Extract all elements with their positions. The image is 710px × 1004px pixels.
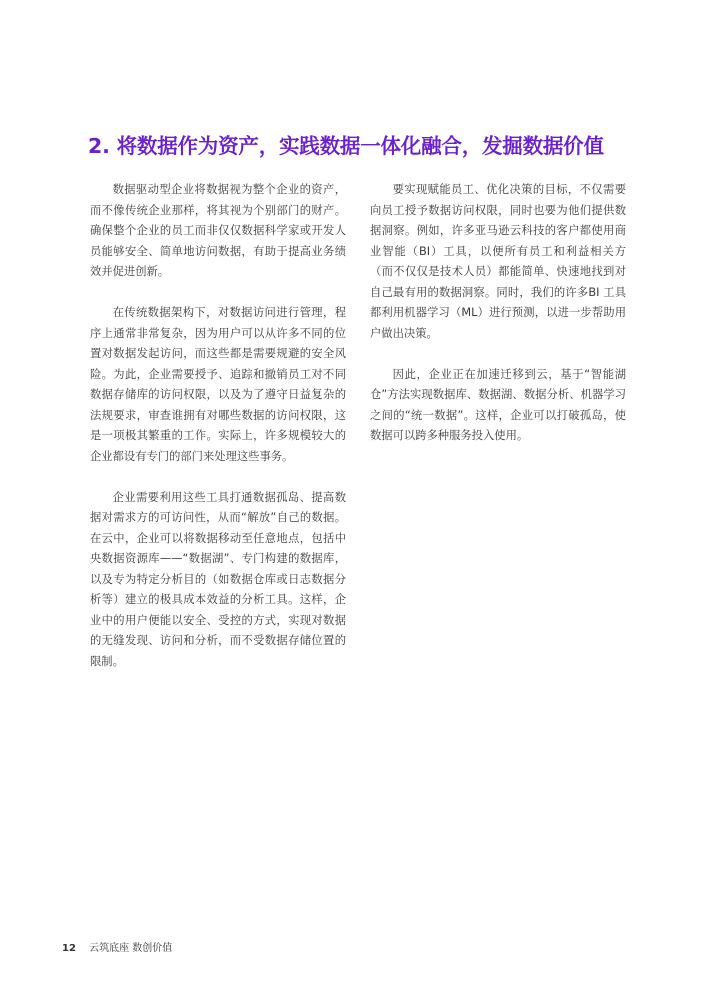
paragraph-data-driven-assets: 数据驱动型企业将数据视为整个企业的资产，而不像传统企业那样，将其视为个别部门的财产。确保整个企业的员工而非仅仅数据科学家或开发人员能够安全、简单地访问数据，有助于提高业务绩效并促进创新。 [90,183,346,278]
paragraph-empower-employees: 要实现赋能员工、优化决策的目标，不仅需要向员工授予数据访问权限，同时也要为他们提供数据洞察。例如，许多亚马逊云科技的客户都使用商业智能（BI）工具，以便所有员工和利益相关方（而不仅仅是技术人员）都能简单、快速地找到对自己最有用的数据洞察。同时，我们的许多BI 工具都利用机器学习（ML）进行预测，以进一步帮助用户做出决策。 [370,183,626,340]
page-footer [62,942,172,956]
footer-title: 云筑底座 数创价值 [89,943,173,954]
paragraph-smart-lakehouse: 因此，企业正在加速迁移到云，基于“智能湖仓”方法实现数据库、数据湖、数据分析、机器学习之间的“统一数据”。这样，企业可以打破孤岛，使数据可以跨多种服务投入使用。 [370,367,626,442]
left-column [90,180,346,693]
paragraph-traditional-architecture: 在传统数据架构下，对数据访问进行管理，程序上通常非常复杂，因为用户可以从许多不同的位置对数据发起访问，而这些都是需要规避的安全风险。为此，企业需要授予、追踪和撤销员工对不同数据存储库的访问权限，以及为了遵守日益复杂的法规要求，审查谁拥有对哪些数据的访问权限，这是一项极其繁重的工作。实际上，许多规模较大的企业都设有专门的部门来处理这些事务。 [90,306,346,463]
page-number: 12 [62,943,76,954]
section-heading: 2. 将数据作为资产，实践数据一体化融合，发掘数据价值 [88,134,604,158]
right-column [370,180,626,467]
paragraph-free-data-cloud: 企业需要利用这些工具打通数据孤岛、提高数据对需求方的可访问性，从而“解放”自己的数据。在云中，企业可以将数据移动至任意地点，包括中央数据资源库——“数据湖”、专门构建的数据库，以及专为特定分析目的（如数据仓库或日志数据分析等）建立的极具成本效益的分析工具。这样，企业中的用户便能以安全、受控的方式，实现对数据的无缝发现、访问和分析，而不受数据存储位置的限制。 [90,490,346,668]
